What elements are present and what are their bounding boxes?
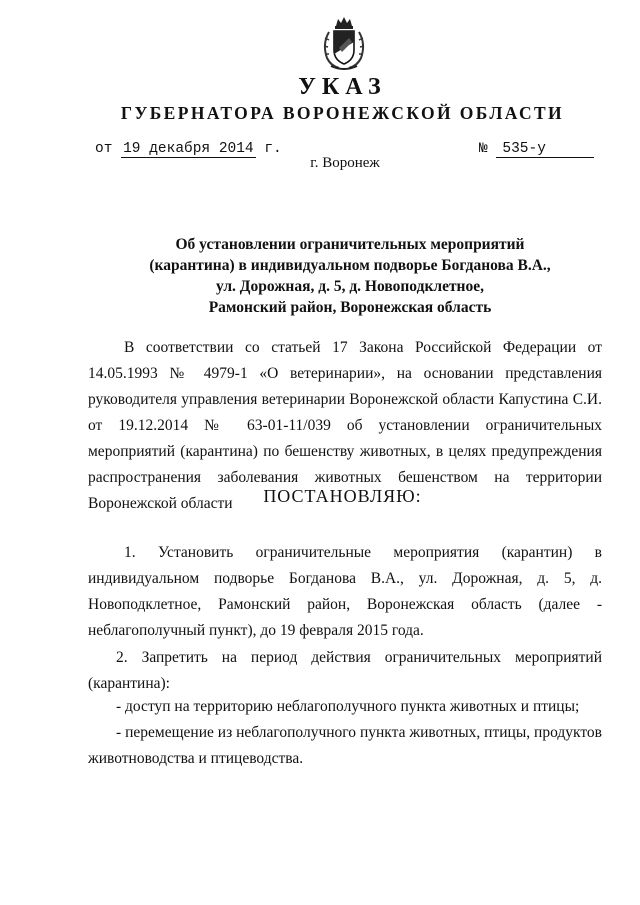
item-2a-paragraph: - доступ на территорию неблагополучного пункта животных и птицы; (116, 698, 580, 715)
subject-line: (карантина) в индивидуальном подворье Богданова В.А., (149, 257, 551, 274)
item-2-paragraph: 2. Запретить на период действия ограничительных мероприятий (карантина): (88, 649, 602, 692)
date-prefix: от (95, 141, 113, 157)
item-2b-paragraph: - перемещение из неблагополучного пункта животных, птицы, продуктов животноводства и птицеводства. (88, 724, 602, 767)
preamble-paragraph: В соответствии со статьей 17 Закона Российской Федерации от 14.05.1993 № 4979-1 «О ветеринарии», на основании представления руководителя управления ветеринарии Воронежской области Капустина С.И. от 19.12.2014 № 63-01-11/039 об установлении ограничительных мероприятий (карантина) по бешенству животных, в целях предупреждения распространения заболевания животных бешенством на территории Воронежской области (88, 339, 602, 512)
date-value: 19 декабря 2014 (123, 141, 254, 157)
number-label: № (479, 141, 488, 157)
decree-heading: ПОСТАНОВЛЯЮ: (263, 486, 422, 506)
subject-line: Об установлении ограничительных мероприятий (175, 236, 525, 253)
document-title: УКАЗ (298, 74, 387, 100)
document-subtitle: ГУБЕРНАТОРА ВОРОНЕЖСКОЙ ОБЛАСТИ (120, 103, 565, 123)
coat-of-arms-emblem (319, 16, 369, 72)
subject-line: ул. Дорожная, д. 5, д. Новоподклетное, (215, 278, 484, 295)
item-1-paragraph: 1. Установить ограничительные мероприятия (карантин) в индивидуальном подворье Богданова В.А., ул. Дорожная, д. 5, д. Новоподклетное, Рамонский район, Воронежская область (далее - неблагополучный пункт), до 19 февраля 2015 года. (88, 544, 602, 639)
date-suffix: г. (264, 141, 282, 157)
document-city: г. Воронеж (310, 155, 380, 171)
document-subject (120, 234, 580, 318)
number-value: 535-у (496, 141, 594, 158)
subject-line: Рамонский район, Воронежская область (208, 299, 492, 316)
